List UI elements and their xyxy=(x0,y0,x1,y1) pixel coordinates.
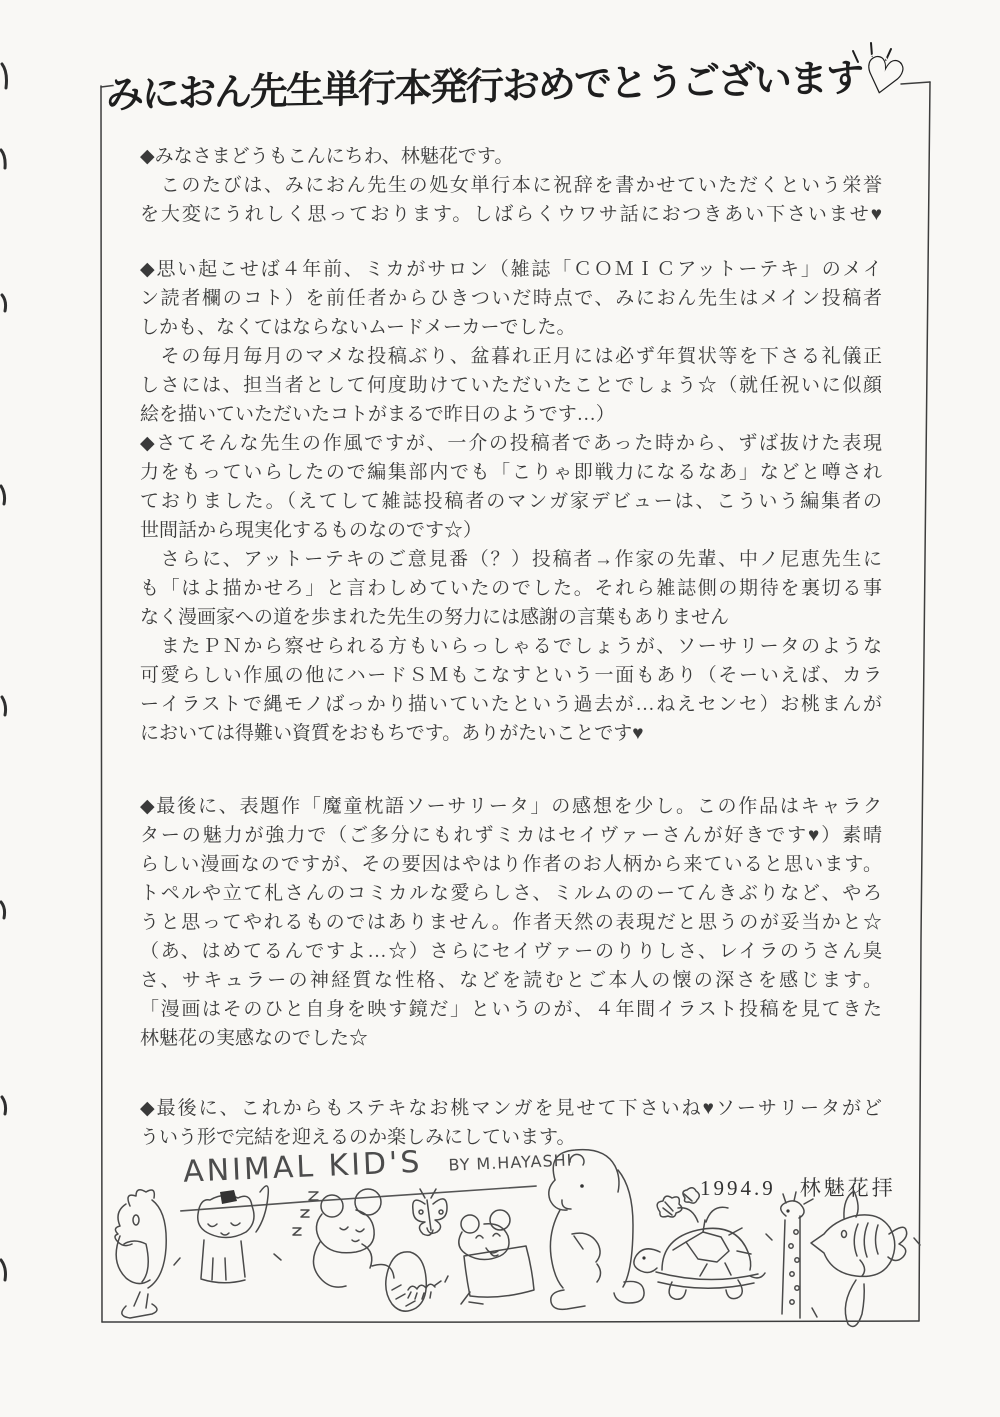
text-line: ◆最後に、これからもステキなお桃マンガを見せて下さいね♥ソーサリータがど xyxy=(140,1098,882,1119)
heart-icon: ♡ xyxy=(854,43,913,111)
text-line: ◆みなさまどうもこんにちわ、林魅花です。 xyxy=(140,146,514,167)
text-line: 可愛らしい作風の他にハードＳＭもこなすという一面もあり（そーいえば、カラ xyxy=(140,665,882,686)
paragraph-history xyxy=(140,255,882,748)
text-line: またＰＮから察せられる方もいらっしゃるでしょうが、ソーサリータのような xyxy=(140,636,882,657)
frame-border-right xyxy=(919,82,930,1321)
text-line: しさには、担当者として何度助けていただいたことでしょう☆（就任祝いに似顔 xyxy=(140,375,882,396)
text-line: ターの魅力が強力で（ご多分にもれずミカはセイヴァーさんが好きです♥）素晴 xyxy=(140,825,882,846)
text-line: 絵を描いていただいたコトがまるで昨日のようです…） xyxy=(140,404,615,425)
fish-doodle xyxy=(811,1191,920,1326)
ant-doodle xyxy=(408,1276,448,1299)
text-line: なく漫画家への道を歩まれた先生の努力には感謝の言葉もありません xyxy=(140,607,730,628)
binding-marks xyxy=(1,64,7,1280)
text-line: トペルや立て札さんのコミカルな愛らしさ、ミルムののーてんきぶりなど、やろ xyxy=(140,883,882,904)
text-line: 世間話から現実化するものなのです☆） xyxy=(140,520,483,541)
frame-border-left xyxy=(101,86,102,1322)
byline: BY M.HAYASHI xyxy=(448,1150,573,1175)
paragraph-greeting xyxy=(140,142,882,229)
date-signature: 1994.9 林魅花拝 xyxy=(700,1176,896,1200)
paragraph-impressions xyxy=(140,792,882,1053)
text-line: ういう形で完結を迎えるのか楽しみにしています。 xyxy=(140,1127,576,1148)
heading-underline xyxy=(178,1184,538,1213)
giraffe-doodle xyxy=(781,1192,817,1318)
text-line: 「漫画はそのひと自身を映す鏡だ」というのが、４年間イラスト投稿を見てきた xyxy=(140,999,882,1020)
text-line: 力をもっていらしたので編集部内でも「こりゃ即戦力になるなあ」などと噂され xyxy=(140,462,882,483)
parrot-doodle xyxy=(115,1190,180,1318)
title-text: みにおん先生単行本発行おめでとうございます xyxy=(105,55,863,117)
text-line: うと思ってやれるものではありません。作者天然の表現だと思うのが妥当かと☆ xyxy=(140,912,882,933)
letter-body xyxy=(140,142,882,1152)
text-line: ◆最後に、表題作「魔童枕語ソーサリータ」の感想を少し。この作品はキャラク xyxy=(140,796,882,817)
text-line: ◆さてそんな先生の作風ですが、一介の投稿者であった時から、ずば抜けた表現 xyxy=(140,433,882,454)
egg-doodle xyxy=(386,1252,427,1311)
turtle-doodle xyxy=(634,1207,772,1299)
text-line: （あ、はめてるんですよ…☆）さらにセイヴァーのりりしさ、レイラのうさん臭 xyxy=(140,941,882,962)
text-line: ておりました。（えてして雑誌投稿者のマンガ家デビューは、こういう編集者の xyxy=(140,491,882,512)
text-line: においては得難い資質をおもちです。ありがたいことです♥ xyxy=(140,723,644,744)
text-line: を大変にうれしく思っております。しばらくウワサ話におつきあい下さいませ♥ xyxy=(140,204,882,225)
text-line: しかも、なくてはならないムードメーカーでした。 xyxy=(140,317,576,338)
text-line: ◆思い起こせば４年前、ミカがサロン（雑誌「ＣＯＭＩＣアットーテキ」のメイ xyxy=(140,259,882,280)
animal-kids-label: ANIMAL KID'S xyxy=(182,1144,424,1190)
page-title xyxy=(106,42,966,120)
text-line: らしい漫画なのですが、その要因はやはり作者のお人柄から来ていると思います。 xyxy=(140,854,882,875)
text-line: も「はよ描かせろ」と言わしめていたのでした。それら雑誌側の期待を裏切る事 xyxy=(140,578,882,599)
text-line: このたびは、みにおん先生の処女単行本に祝辞を書かせていただくという栄誉 xyxy=(140,175,882,196)
text-line: 林魅花の実感なのでした☆ xyxy=(140,1028,369,1049)
text-line: ン読者欄のコト）を前任者からひきついだ時点で、みにおん先生はメイン投稿者 xyxy=(140,288,882,309)
mouse-with-pillow-doodle xyxy=(459,1210,534,1304)
text-line: その毎月毎月のマメな投稿ぶり、盆暮れ正月には必ず年賀状等を下さる礼儀正 xyxy=(140,346,882,367)
text-line: さ、サキュラーの神経質な性格、などを読むとご本人の懐の深さを感じます。 xyxy=(140,970,882,991)
text-line: さらに、アットーテキのご意見番（？）投稿者→作家の先輩、中ノ尼恵先生に xyxy=(140,549,882,570)
bees-doodle xyxy=(657,1188,699,1217)
frame-border-bottom xyxy=(102,1321,919,1323)
text-line: ーイラストで縄モノばっかり描いていたという過去が…ねえセンセ）お桃まんが xyxy=(140,694,882,715)
